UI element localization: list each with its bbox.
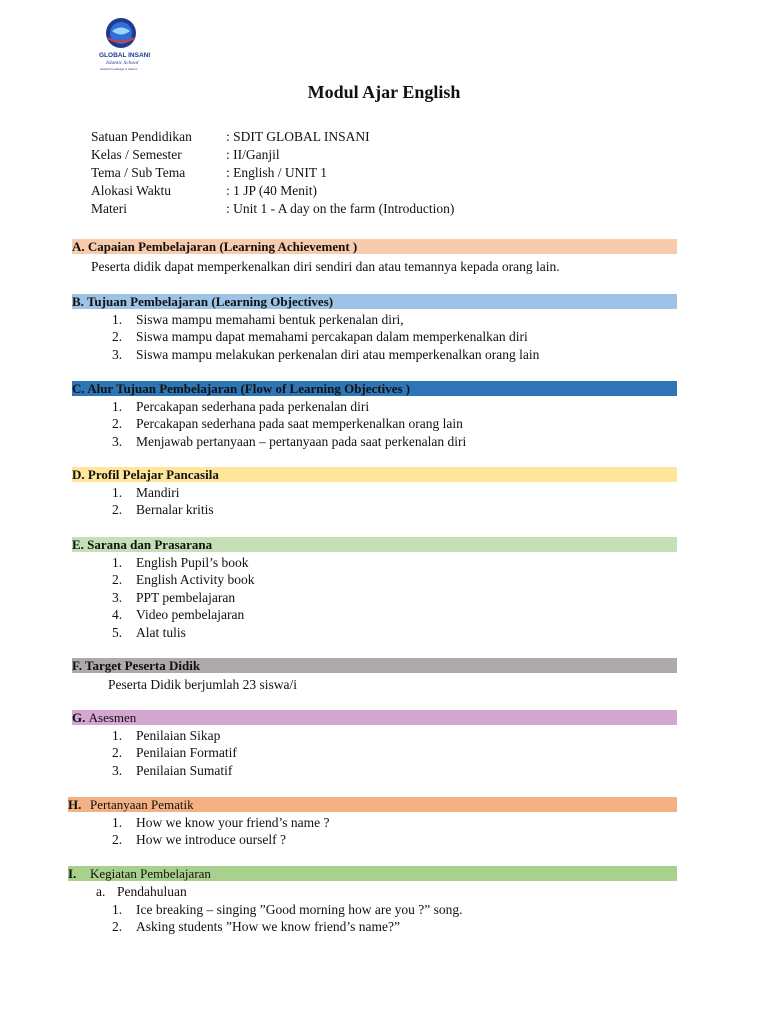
list-item: 5. Alat tulis	[112, 624, 186, 640]
section-i-subheading	[96, 883, 187, 900]
list-item-text: Siswa mampu melakukan perkenalan diri atau memperkenalkan orang lain	[136, 346, 540, 362]
info-row	[91, 182, 454, 200]
section-c-list	[112, 398, 466, 450]
section-title: Kegiatan Pembelajaran	[90, 866, 211, 881]
info-value: : English / UNIT 1	[226, 165, 327, 180]
list-item-text: Siswa mampu dapat memahami percakapan dalam memperkenalkan diri	[136, 329, 528, 345]
list-item-text: How we know your friend’s name ?	[136, 815, 330, 830]
section-letter: C.	[72, 381, 85, 396]
section-e-list	[112, 554, 255, 641]
school-logo	[98, 16, 154, 72]
list-item-text: Siswa mampu memahami bentuk perkenalan diri,	[136, 312, 404, 327]
list-item: 1. English Pupil’s book	[112, 555, 249, 570]
section-d-list	[112, 484, 214, 519]
logo-subtext: Islamic School	[106, 60, 139, 66]
list-item-text: English Pupil’s book	[136, 555, 249, 570]
list-item-text: Mandiri	[136, 485, 180, 500]
list-item: 1. Mandiri	[112, 485, 180, 500]
list-item: 1. Ice breaking – singing ”Good morning how are you ?” song.	[112, 902, 463, 917]
info-label: Kelas / Semester	[91, 147, 182, 162]
list-item: 1. Percakapan sederhana pada perkenalan diri	[112, 399, 370, 414]
list-item: 1. Penilaian Sikap	[112, 728, 221, 743]
section-letter: A.	[72, 239, 85, 254]
section-title: Sarana dan Prasarana	[87, 537, 213, 552]
section-title: Tujuan Pembelajaran (Learning Objectives)	[86, 294, 334, 309]
info-value: : II/Ganjil	[226, 147, 280, 162]
info-label: Satuan Pendidikan	[91, 129, 192, 144]
section-f-text: Peserta Didik berjumlah 23 siswa/i	[108, 677, 297, 692]
section-f-header	[72, 658, 677, 673]
info-row	[91, 164, 454, 182]
list-item-text: PPT pembelajaran	[136, 589, 236, 605]
section-letter: H.	[68, 797, 82, 812]
info-value: : SDIT GLOBAL INSANI	[226, 129, 370, 144]
info-row	[91, 128, 454, 146]
section-title: Asesmen	[88, 710, 137, 725]
section-letter: B.	[72, 294, 84, 309]
list-item: 2. English Activity book	[112, 572, 255, 588]
section-i-list	[112, 901, 463, 936]
logo-caption: Global Knowledge & Islamic	[100, 67, 138, 71]
info-value: : 1 JP (40 Menit)	[226, 183, 317, 198]
section-letter: I.	[68, 866, 77, 881]
section-c-header	[72, 381, 677, 396]
section-title: Alur Tujuan Pembelajaran (Flow of Learning Objectives )	[87, 381, 411, 396]
section-i-header	[68, 866, 677, 881]
section-e-header	[72, 537, 677, 552]
section-letter: E.	[72, 537, 84, 552]
section-title: Capaian Pembelajaran (Learning Achievement )	[87, 239, 358, 254]
section-d-header	[72, 467, 677, 482]
section-letter: F.	[72, 658, 82, 673]
section-letter: G.	[72, 710, 86, 725]
list-item: 4. Video pembelajaran	[112, 607, 245, 623]
info-label: Tema / Sub Tema	[91, 165, 186, 180]
list-item: 2. Siswa mampu dapat memahami percakapan dalam memperkenalkan diri	[112, 329, 528, 345]
list-item-text: Ice breaking – singing ”Good morning how are you ?” song.	[136, 902, 463, 917]
info-label: Alokasi Waktu	[91, 183, 172, 198]
list-item-text: How we introduce ourself ?	[136, 832, 286, 848]
list-item: 3. Penilaian Sumatif	[112, 762, 233, 778]
section-title: Pertanyaan Pematik	[90, 797, 194, 812]
section-h-header	[68, 797, 677, 812]
list-item: 3. PPT pembelajaran	[112, 589, 236, 605]
logo-text: GLOBAL INSANI	[99, 52, 151, 59]
list-item-text: Penilaian Sumatif	[136, 762, 233, 778]
section-b-header	[72, 294, 677, 309]
section-a-header	[72, 239, 677, 254]
list-item-text: Percakapan sederhana pada saat memperkenalkan orang lain	[136, 416, 463, 432]
list-item-text: English Activity book	[136, 572, 255, 588]
info-row	[91, 200, 454, 218]
list-item: 3. Menjawab pertanyaan – pertanyaan pada saat perkenalan diri	[112, 433, 467, 449]
list-item-text: Penilaian Formatif	[136, 745, 237, 761]
section-g-list	[112, 727, 237, 779]
list-item: 2. Asking students ”How we know friend’s name?”	[112, 919, 400, 935]
section-b-list	[112, 311, 539, 363]
section-h-list	[112, 814, 329, 849]
info-value: : Unit 1 - A day on the farm (Introduction)	[226, 201, 455, 216]
section-title: Profil Pelajar Pancasila	[87, 467, 219, 482]
list-item: 1. How we know your friend’s name ?	[112, 815, 330, 830]
list-item-text: Bernalar kritis	[136, 502, 214, 518]
list-item: 2. Percakapan sederhana pada saat memperkenalkan orang lain	[112, 416, 463, 432]
list-item: 2. Bernalar kritis	[112, 502, 214, 518]
list-item-text: Alat tulis	[136, 624, 186, 640]
section-letter: D.	[72, 467, 85, 482]
info-row	[91, 146, 454, 164]
page-title: Modul Ajar English	[307, 82, 461, 102]
list-item-text: Percakapan sederhana pada perkenalan diri	[136, 399, 370, 414]
info-label: Materi	[91, 201, 127, 216]
list-item-text: Penilaian Sikap	[136, 728, 221, 743]
list-item: 2. How we introduce ourself ?	[112, 832, 286, 848]
list-item-text: Video pembelajaran	[136, 607, 245, 623]
section-g-header	[72, 710, 677, 725]
info-block	[91, 128, 454, 218]
list-item: 3. Siswa mampu melakukan perkenalan diri atau memperkenalkan orang lain	[112, 346, 540, 362]
list-item: 1. Siswa mampu memahami bentuk perkenalan diri,	[112, 312, 404, 327]
sub-title: Pendahuluan	[117, 884, 187, 899]
list-item: 2. Penilaian Formatif	[112, 745, 237, 761]
section-a-text: Peserta didik dapat memperkenalkan diri sendiri dan atau temannya kepada orang lain.	[91, 259, 560, 274]
list-item-text: Asking students ”How we know friend’s name?”	[136, 919, 400, 935]
sub-letter: a.	[96, 884, 106, 899]
list-item-text: Menjawab pertanyaan – pertanyaan pada saat perkenalan diri	[136, 433, 467, 449]
section-title: Target Peserta Didik	[85, 658, 201, 673]
